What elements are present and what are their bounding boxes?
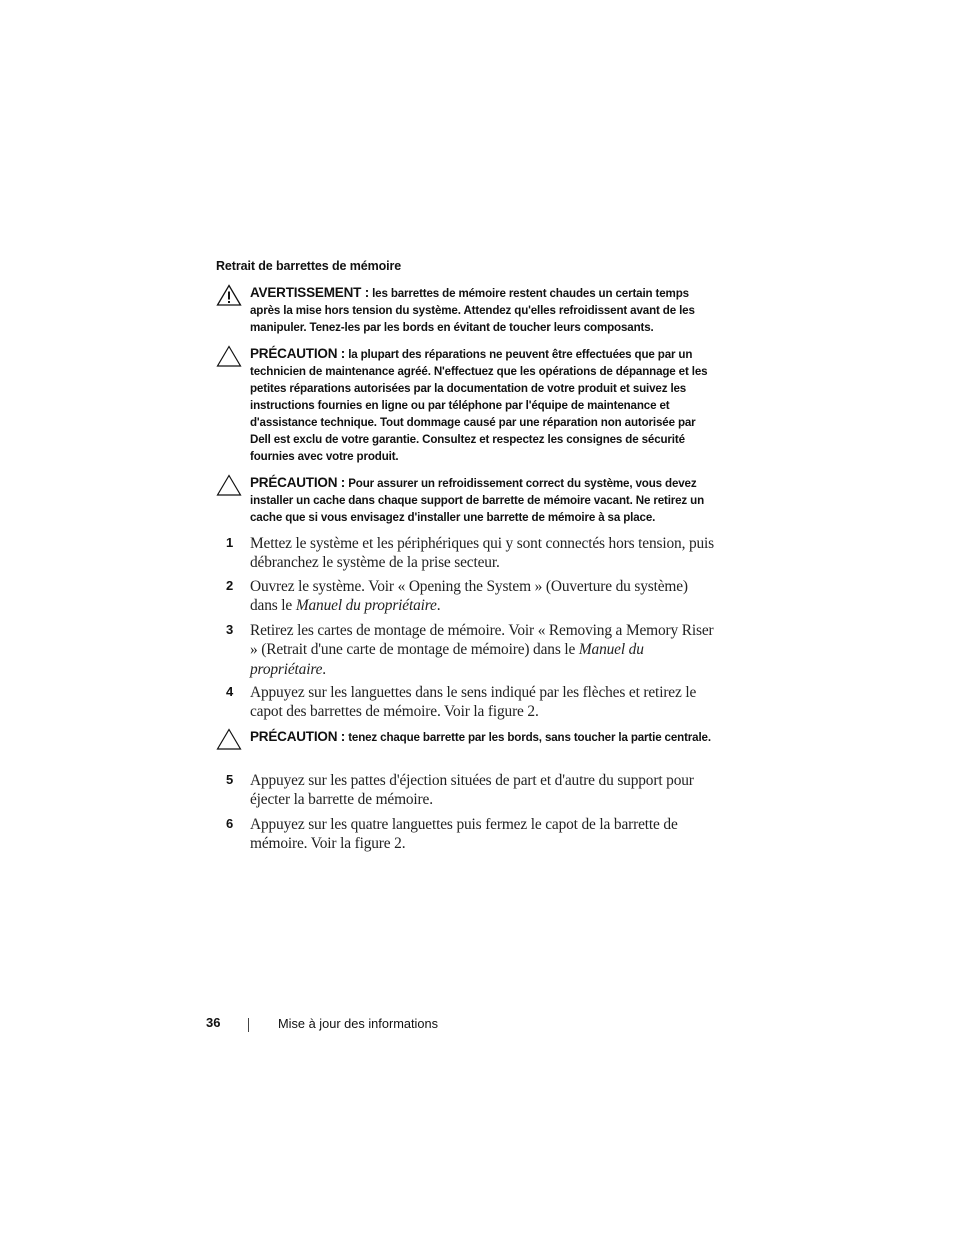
caution-body-1: la plupart des réparations ne peuvent être effectuées que par un technicien de maintenance agréé. N'effectuez que les opérations de dépannage et les petites réparations autorisées par la documentation de votre produit et suivez les instructions fournies en ligne ou par téléphone par l'équipe de maintenance et d'assistance technique. Tout dommage causé par une réparation non autorisée par Dell est exclu de votre garantie. Consultez et respectez les consignes de sécurité fournies avec votre produit. <box>250 348 708 463</box>
footer-divider <box>248 1018 249 1032</box>
step-number: 4 <box>226 684 234 699</box>
caution-triangle-icon <box>216 345 242 367</box>
caution-text-1 <box>250 345 716 465</box>
step-number: 1 <box>226 535 234 550</box>
section-title: Retrait de barrettes de mémoire <box>216 259 402 273</box>
step-number: 5 <box>226 772 234 787</box>
step-1 <box>216 534 716 573</box>
caution-body-2: Pour assurer un refroidissement correct du système, vous devez installer un cache dans chaque support de barrette de mémoire vacant. Ne retirez un cache que si vous envisagez d'installer une barrette de mémoire à sa place. <box>250 477 705 524</box>
step-5 <box>216 771 716 810</box>
caution-text-3 <box>250 728 716 746</box>
caution-label-2: PRÉCAUTION : <box>250 475 346 490</box>
step-text <box>250 621 716 679</box>
page-number: 36 <box>206 1015 221 1030</box>
caution-notice-1 <box>216 345 716 465</box>
step-text: Mettez le système et les périphériques qui y sont connectés hors tension, puis débranchez le système de la prise secteur. <box>250 535 715 572</box>
warning-notice <box>216 284 716 336</box>
step-6 <box>216 815 716 854</box>
warning-text <box>250 284 716 336</box>
step-text-main: Retirez les cartes de montage de mémoire. Voir « Removing a Memory Riser » (Retrait d'une carte de montage de mémoire) dans le <box>250 622 714 659</box>
step-text: Appuyez sur les languettes dans le sens indiqué par les flèches et retirez le capot des barrettes de mémoire. Voir la figure 2. <box>250 684 697 721</box>
caution-text-2 <box>250 474 716 526</box>
step-4 <box>216 683 716 722</box>
caution-triangle-icon <box>216 728 242 750</box>
warning-triangle-icon <box>216 284 242 306</box>
caution-notice-2 <box>216 474 716 526</box>
step-number: 2 <box>226 578 234 593</box>
caution-body-3: tenez chaque barrette par les bords, sans toucher la partie centrale. <box>348 731 711 744</box>
step-3 <box>216 621 716 679</box>
caution-triangle-icon <box>216 474 242 496</box>
step-text: Appuyez sur les quatre languettes puis fermez le capot de la barrette de mémoire. Voir la figure 2. <box>250 816 678 853</box>
caution-notice-3 <box>216 728 716 746</box>
warning-body: les barrettes de mémoire restent chaudes un certain temps après la mise hors tension du système. Attendez qu'elles refroidissent avant de les manipuler. Tenez-les par les bords en évitant de toucher leurs composants. <box>250 287 695 334</box>
warning-label: AVERTISSEMENT : <box>250 285 370 300</box>
step-text <box>250 577 716 616</box>
footer-title: Mise à jour des informations <box>278 1016 439 1031</box>
step-number: 6 <box>226 816 234 831</box>
caution-label-3: PRÉCAUTION : <box>250 729 346 744</box>
step-text-end: . <box>322 660 326 678</box>
caution-label-1: PRÉCAUTION : <box>250 346 346 361</box>
step-number: 3 <box>226 622 234 637</box>
step-text-main: Ouvrez le système. Voir « Opening the System » (Ouverture du système) dans le <box>250 578 688 615</box>
manual-reference: Manuel du propriétaire <box>250 641 644 678</box>
step-text: Appuyez sur les pattes d'éjection situées de part et d'autre du support pour éjecter la barrette de mémoire. <box>250 772 694 809</box>
step-text-end: . <box>436 597 441 615</box>
step-2 <box>216 577 716 616</box>
manual-reference: Manuel du propriétaire <box>295 597 437 615</box>
